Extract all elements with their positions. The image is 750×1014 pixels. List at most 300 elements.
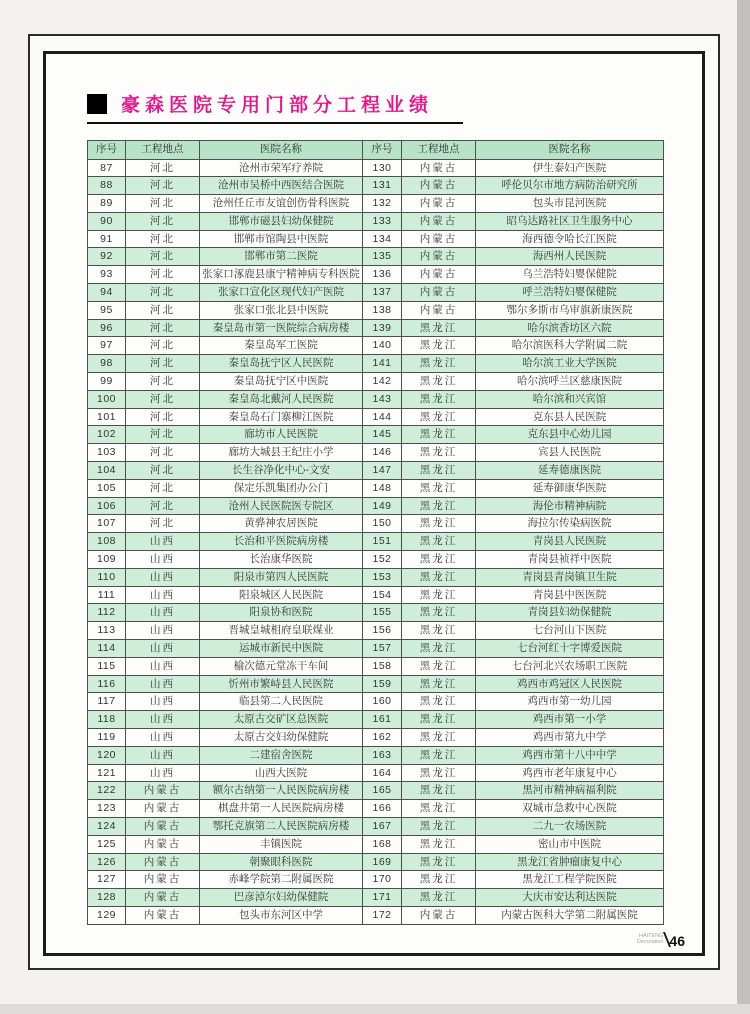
hospital-cell: 七台河红十字博爱医院 bbox=[476, 640, 664, 658]
table-row bbox=[88, 764, 664, 782]
hospital-cell: 青岗县人民医院 bbox=[476, 533, 664, 551]
location-cell: 黑龙江 bbox=[402, 657, 476, 675]
serial-cell: 121 bbox=[88, 764, 126, 782]
location-cell: 黑龙江 bbox=[402, 693, 476, 711]
location-cell: 河北 bbox=[126, 497, 200, 515]
hospital-cell: 秦皇岛市第一医院综合病房楼 bbox=[200, 319, 363, 337]
serial-cell: 135 bbox=[363, 248, 402, 266]
location-cell: 内蒙古 bbox=[126, 817, 200, 835]
serial-cell: 141 bbox=[363, 355, 402, 373]
location-cell: 内蒙古 bbox=[402, 284, 476, 302]
location-cell: 黑龙江 bbox=[402, 853, 476, 871]
serial-cell: 132 bbox=[363, 195, 402, 213]
table-row bbox=[88, 817, 664, 835]
table-row bbox=[88, 497, 664, 515]
location-cell: 黑龙江 bbox=[402, 746, 476, 764]
location-cell: 河北 bbox=[126, 337, 200, 355]
hospital-cell: 廊坊市人民医院 bbox=[200, 426, 363, 444]
hospital-cell: 额尔古纳第一人民医院病房楼 bbox=[200, 782, 363, 800]
table-row bbox=[88, 586, 664, 604]
serial-cell: 136 bbox=[363, 266, 402, 284]
location-cell: 黑龙江 bbox=[402, 515, 476, 533]
hospital-cell: 七台河北兴农场职工医院 bbox=[476, 657, 664, 675]
location-cell: 山西 bbox=[126, 640, 200, 658]
table-row bbox=[88, 195, 664, 213]
col-header-serial-right: 序号 bbox=[363, 141, 402, 160]
hospital-cell: 鄂尔多斯市乌审旗新康医院 bbox=[476, 301, 664, 319]
location-cell: 黑龙江 bbox=[402, 817, 476, 835]
location-cell: 山西 bbox=[126, 657, 200, 675]
location-cell: 河北 bbox=[126, 390, 200, 408]
serial-cell: 165 bbox=[363, 782, 402, 800]
table-row bbox=[88, 551, 664, 569]
location-cell: 黑龙江 bbox=[402, 640, 476, 658]
serial-cell: 151 bbox=[363, 533, 402, 551]
location-cell: 内蒙古 bbox=[402, 906, 476, 924]
hospital-cell: 临县第二人民医院 bbox=[200, 693, 363, 711]
table-header-row bbox=[88, 141, 664, 160]
table-row bbox=[88, 675, 664, 693]
location-cell: 河北 bbox=[126, 195, 200, 213]
hospital-cell: 阳泉市第四人民医院 bbox=[200, 568, 363, 586]
serial-cell: 154 bbox=[363, 586, 402, 604]
location-cell: 山西 bbox=[126, 586, 200, 604]
location-cell: 黑龙江 bbox=[402, 497, 476, 515]
location-cell: 内蒙古 bbox=[402, 230, 476, 248]
location-cell: 内蒙古 bbox=[402, 195, 476, 213]
hospital-cell: 包头市昆河医院 bbox=[476, 195, 664, 213]
serial-cell: 164 bbox=[363, 764, 402, 782]
serial-cell: 166 bbox=[363, 800, 402, 818]
location-cell: 内蒙古 bbox=[126, 889, 200, 907]
table-row bbox=[88, 906, 664, 924]
hospital-cell: 运城市新民中医院 bbox=[200, 640, 363, 658]
location-cell: 内蒙古 bbox=[402, 159, 476, 177]
hospital-cell: 朝聚眼科医院 bbox=[200, 853, 363, 871]
hospital-cell: 呼兰浩特妇婴保健院 bbox=[476, 284, 664, 302]
location-cell: 内蒙古 bbox=[402, 212, 476, 230]
location-cell: 黑龙江 bbox=[402, 782, 476, 800]
projects-table-body bbox=[88, 159, 664, 924]
serial-cell: 110 bbox=[88, 568, 126, 586]
hospital-cell: 廊坊大城县王纪庄小学 bbox=[200, 444, 363, 462]
scan-edge-bottom bbox=[0, 1004, 750, 1014]
hospital-cell: 内蒙古医科大学第二附属医院 bbox=[476, 906, 664, 924]
hospital-cell: 昭乌达路社区卫生服务中心 bbox=[476, 212, 664, 230]
serial-cell: 163 bbox=[363, 746, 402, 764]
location-cell: 黑龙江 bbox=[402, 622, 476, 640]
location-cell: 内蒙古 bbox=[402, 301, 476, 319]
location-cell: 河北 bbox=[126, 248, 200, 266]
location-cell: 河北 bbox=[126, 177, 200, 195]
location-cell: 山西 bbox=[126, 693, 200, 711]
serial-cell: 133 bbox=[363, 212, 402, 230]
serial-cell: 127 bbox=[88, 871, 126, 889]
location-cell: 黑龙江 bbox=[402, 390, 476, 408]
serial-cell: 115 bbox=[88, 657, 126, 675]
serial-cell: 130 bbox=[363, 159, 402, 177]
location-cell: 黑龙江 bbox=[402, 675, 476, 693]
location-cell: 黑龙江 bbox=[402, 729, 476, 747]
hospital-cell: 沧州市吴桥中西医结合医院 bbox=[200, 177, 363, 195]
serial-cell: 105 bbox=[88, 479, 126, 497]
location-cell: 内蒙古 bbox=[126, 871, 200, 889]
col-header-location-left: 工程地点 bbox=[126, 141, 200, 160]
table-row bbox=[88, 782, 664, 800]
location-cell: 黑龙江 bbox=[402, 586, 476, 604]
location-cell: 内蒙古 bbox=[402, 266, 476, 284]
table-row bbox=[88, 301, 664, 319]
location-cell: 河北 bbox=[126, 301, 200, 319]
brand-subtitle: Decoration bbox=[636, 939, 664, 945]
hospital-cell: 秦皇岛抚宁区中医院 bbox=[200, 373, 363, 391]
hospital-cell: 赤峰学院第二附属医院 bbox=[200, 871, 363, 889]
table-row bbox=[88, 408, 664, 426]
serial-cell: 157 bbox=[363, 640, 402, 658]
serial-cell: 139 bbox=[363, 319, 402, 337]
serial-cell: 106 bbox=[88, 497, 126, 515]
table-row bbox=[88, 640, 664, 658]
serial-cell: 153 bbox=[363, 568, 402, 586]
table-row bbox=[88, 871, 664, 889]
hospital-cell: 包头市东河区中学 bbox=[200, 906, 363, 924]
hospital-cell: 山西大医院 bbox=[200, 764, 363, 782]
hospital-cell: 双城市急救中心医院 bbox=[476, 800, 664, 818]
serial-cell: 103 bbox=[88, 444, 126, 462]
serial-cell: 170 bbox=[363, 871, 402, 889]
location-cell: 河北 bbox=[126, 515, 200, 533]
hospital-cell: 鸡西市鸡冠区人民医院 bbox=[476, 675, 664, 693]
hospital-cell: 榆次德元堂冻干车间 bbox=[200, 657, 363, 675]
hospital-cell: 乌兰浩特妇婴保健院 bbox=[476, 266, 664, 284]
location-cell: 黑龙江 bbox=[402, 373, 476, 391]
serial-cell: 146 bbox=[363, 444, 402, 462]
serial-cell: 149 bbox=[363, 497, 402, 515]
hospital-cell: 长治和平医院病房楼 bbox=[200, 533, 363, 551]
location-cell: 黑龙江 bbox=[402, 711, 476, 729]
hospital-cell: 黑龙江工程学院医院 bbox=[476, 871, 664, 889]
hospital-cell: 黑河市精神病福利院 bbox=[476, 782, 664, 800]
hospital-cell: 青岗县祯祥中医院 bbox=[476, 551, 664, 569]
table-row bbox=[88, 533, 664, 551]
hospital-cell: 邯郸市第二医院 bbox=[200, 248, 363, 266]
serial-cell: 161 bbox=[363, 711, 402, 729]
hospital-cell: 忻州市繁峙县人民医院 bbox=[200, 675, 363, 693]
serial-cell: 96 bbox=[88, 319, 126, 337]
serial-cell: 159 bbox=[363, 675, 402, 693]
hospital-cell: 克东县中心幼儿园 bbox=[476, 426, 664, 444]
location-cell: 河北 bbox=[126, 230, 200, 248]
table-row bbox=[88, 835, 664, 853]
location-cell: 内蒙古 bbox=[126, 906, 200, 924]
location-cell: 山西 bbox=[126, 729, 200, 747]
table-row bbox=[88, 355, 664, 373]
serial-cell: 172 bbox=[363, 906, 402, 924]
table-row bbox=[88, 390, 664, 408]
location-cell: 河北 bbox=[126, 462, 200, 480]
hospital-cell: 哈尔滨和兴宾馆 bbox=[476, 390, 664, 408]
hospital-cell: 哈尔滨工业大学医院 bbox=[476, 355, 664, 373]
hospital-cell: 长治康华医院 bbox=[200, 551, 363, 569]
hospital-cell: 秦皇岛抚宁区人民医院 bbox=[200, 355, 363, 373]
table-row bbox=[88, 622, 664, 640]
hospital-cell: 阳泉城区人民医院 bbox=[200, 586, 363, 604]
hospital-cell: 邯郸市馆陶县中医院 bbox=[200, 230, 363, 248]
hospital-cell: 鄂托克旗第二人民医院病房楼 bbox=[200, 817, 363, 835]
hospital-cell: 哈尔滨香坊区六院 bbox=[476, 319, 664, 337]
location-cell: 河北 bbox=[126, 444, 200, 462]
col-header-hospital-left: 医院名称 bbox=[200, 141, 363, 160]
hospital-cell: 鸡西市第九中学 bbox=[476, 729, 664, 747]
serial-cell: 119 bbox=[88, 729, 126, 747]
hospital-cell: 太原古交妇幼保健院 bbox=[200, 729, 363, 747]
hospital-cell: 晋城皇城相府皇联煤业 bbox=[200, 622, 363, 640]
table-row bbox=[88, 711, 664, 729]
location-cell: 山西 bbox=[126, 746, 200, 764]
serial-cell: 168 bbox=[363, 835, 402, 853]
location-cell: 河北 bbox=[126, 426, 200, 444]
table-row bbox=[88, 230, 664, 248]
hospital-cell: 秦皇岛北戴河人民医院 bbox=[200, 390, 363, 408]
location-cell: 山西 bbox=[126, 551, 200, 569]
location-cell: 河北 bbox=[126, 212, 200, 230]
hospital-cell: 保定乐凯集团办公门 bbox=[200, 479, 363, 497]
hospital-cell: 大庆市安达利达医院 bbox=[476, 889, 664, 907]
hospital-cell: 青岗县中医医院 bbox=[476, 586, 664, 604]
serial-cell: 87 bbox=[88, 159, 126, 177]
serial-cell: 94 bbox=[88, 284, 126, 302]
serial-cell: 160 bbox=[363, 693, 402, 711]
location-cell: 黑龙江 bbox=[402, 355, 476, 373]
section-title bbox=[87, 90, 463, 124]
serial-cell: 152 bbox=[363, 551, 402, 569]
projects-table bbox=[87, 140, 664, 925]
serial-cell: 131 bbox=[363, 177, 402, 195]
table-row bbox=[88, 284, 664, 302]
hospital-cell: 沧州人民医院医专院区 bbox=[200, 497, 363, 515]
serial-cell: 100 bbox=[88, 390, 126, 408]
hospital-cell: 秦皇岛石门寨柳江医院 bbox=[200, 408, 363, 426]
hospital-cell: 延寿德康医院 bbox=[476, 462, 664, 480]
serial-cell: 144 bbox=[363, 408, 402, 426]
hospital-cell: 阳泉协和医院 bbox=[200, 604, 363, 622]
hospital-cell: 宾县人民医院 bbox=[476, 444, 664, 462]
location-cell: 内蒙古 bbox=[126, 782, 200, 800]
serial-cell: 122 bbox=[88, 782, 126, 800]
hospital-cell: 青岗县青岗镇卫生院 bbox=[476, 568, 664, 586]
table-row bbox=[88, 373, 664, 391]
serial-cell: 102 bbox=[88, 426, 126, 444]
table-row bbox=[88, 444, 664, 462]
serial-cell: 162 bbox=[363, 729, 402, 747]
location-cell: 黑龙江 bbox=[402, 604, 476, 622]
serial-cell: 158 bbox=[363, 657, 402, 675]
serial-cell: 150 bbox=[363, 515, 402, 533]
location-cell: 山西 bbox=[126, 711, 200, 729]
hospital-cell: 鸡西市老年康复中心 bbox=[476, 764, 664, 782]
table-row bbox=[88, 177, 664, 195]
table-row bbox=[88, 462, 664, 480]
hospital-cell: 海伦市精神病院 bbox=[476, 497, 664, 515]
location-cell: 黑龙江 bbox=[402, 337, 476, 355]
serial-cell: 90 bbox=[88, 212, 126, 230]
location-cell: 黑龙江 bbox=[402, 319, 476, 337]
hospital-cell: 海西州人民医院 bbox=[476, 248, 664, 266]
col-header-hospital-right: 医院名称 bbox=[476, 141, 664, 160]
hospital-cell: 密山市中医院 bbox=[476, 835, 664, 853]
location-cell: 山西 bbox=[126, 568, 200, 586]
location-cell: 内蒙古 bbox=[126, 800, 200, 818]
serial-cell: 156 bbox=[363, 622, 402, 640]
page-number: 46 bbox=[669, 933, 685, 949]
location-cell: 黑龙江 bbox=[402, 568, 476, 586]
location-cell: 山西 bbox=[126, 622, 200, 640]
table-row bbox=[88, 746, 664, 764]
serial-cell: 89 bbox=[88, 195, 126, 213]
serial-cell: 171 bbox=[363, 889, 402, 907]
serial-cell: 123 bbox=[88, 800, 126, 818]
hospital-cell: 青岗县妇幼保健院 bbox=[476, 604, 664, 622]
serial-cell: 93 bbox=[88, 266, 126, 284]
serial-cell: 138 bbox=[363, 301, 402, 319]
location-cell: 黑龙江 bbox=[402, 444, 476, 462]
inner-border-frame bbox=[43, 51, 705, 956]
serial-cell: 147 bbox=[363, 462, 402, 480]
serial-cell: 111 bbox=[88, 586, 126, 604]
serial-cell: 101 bbox=[88, 408, 126, 426]
hospital-cell: 鸡西市第一小学 bbox=[476, 711, 664, 729]
serial-cell: 118 bbox=[88, 711, 126, 729]
hospital-cell: 秦皇岛军工医院 bbox=[200, 337, 363, 355]
serial-cell: 137 bbox=[363, 284, 402, 302]
outer-border-frame bbox=[28, 34, 720, 970]
hospital-cell: 沧州任丘市友谊创伤骨科医院 bbox=[200, 195, 363, 213]
location-cell: 内蒙古 bbox=[402, 248, 476, 266]
table-row bbox=[88, 729, 664, 747]
hospital-cell: 呼伦贝尔市地方病防治研究所 bbox=[476, 177, 664, 195]
serial-cell: 128 bbox=[88, 889, 126, 907]
serial-cell: 99 bbox=[88, 373, 126, 391]
table-row bbox=[88, 889, 664, 907]
table-row bbox=[88, 319, 664, 337]
bullet-square-icon bbox=[87, 94, 107, 114]
serial-cell: 114 bbox=[88, 640, 126, 658]
hospital-cell: 张家口宣化区现代妇产医院 bbox=[200, 284, 363, 302]
serial-cell: 124 bbox=[88, 817, 126, 835]
location-cell: 黑龙江 bbox=[402, 551, 476, 569]
serial-cell: 113 bbox=[88, 622, 126, 640]
serial-cell: 142 bbox=[363, 373, 402, 391]
hospital-cell: 太原古交矿区总医院 bbox=[200, 711, 363, 729]
location-cell: 山西 bbox=[126, 764, 200, 782]
location-cell: 河北 bbox=[126, 284, 200, 302]
location-cell: 内蒙古 bbox=[402, 177, 476, 195]
col-header-location-right: 工程地点 bbox=[402, 141, 476, 160]
hospital-cell: 张家口涿鹿县康宁精神病专科医院 bbox=[200, 266, 363, 284]
location-cell: 黑龙江 bbox=[402, 408, 476, 426]
table-row bbox=[88, 515, 664, 533]
serial-cell: 88 bbox=[88, 177, 126, 195]
hospital-cell: 延寿御康华医院 bbox=[476, 479, 664, 497]
serial-cell: 104 bbox=[88, 462, 126, 480]
hospital-cell: 伊生泰妇产医院 bbox=[476, 159, 664, 177]
location-cell: 河北 bbox=[126, 479, 200, 497]
hospital-cell: 长生谷净化中心-文安 bbox=[200, 462, 363, 480]
serial-cell: 98 bbox=[88, 355, 126, 373]
brand-name: HAITENG bbox=[638, 933, 664, 939]
hospital-cell: 黑龙江省肿瘤康复中心 bbox=[476, 853, 664, 871]
location-cell: 山西 bbox=[126, 533, 200, 551]
location-cell: 河北 bbox=[126, 159, 200, 177]
hospital-cell: 棋盘井第一人民医院病房楼 bbox=[200, 800, 363, 818]
col-header-serial-left: 序号 bbox=[88, 141, 126, 160]
hospital-cell: 丰镇医院 bbox=[200, 835, 363, 853]
table-row bbox=[88, 853, 664, 871]
serial-cell: 126 bbox=[88, 853, 126, 871]
location-cell: 黑龙江 bbox=[402, 533, 476, 551]
location-cell: 山西 bbox=[126, 604, 200, 622]
location-cell: 内蒙古 bbox=[126, 835, 200, 853]
location-cell: 河北 bbox=[126, 373, 200, 391]
hospital-cell: 七台河山下医院 bbox=[476, 622, 664, 640]
page-footer bbox=[637, 932, 685, 948]
location-cell: 河北 bbox=[126, 319, 200, 337]
location-cell: 黑龙江 bbox=[402, 479, 476, 497]
table-row bbox=[88, 337, 664, 355]
location-cell: 黑龙江 bbox=[402, 764, 476, 782]
serial-cell: 112 bbox=[88, 604, 126, 622]
table-row bbox=[88, 568, 664, 586]
serial-cell: 155 bbox=[363, 604, 402, 622]
serial-cell: 148 bbox=[363, 479, 402, 497]
location-cell: 河北 bbox=[126, 266, 200, 284]
serial-cell: 91 bbox=[88, 230, 126, 248]
serial-cell: 167 bbox=[363, 817, 402, 835]
table-row bbox=[88, 159, 664, 177]
serial-cell: 97 bbox=[88, 337, 126, 355]
hospital-cell: 海拉尔传染病医院 bbox=[476, 515, 664, 533]
serial-cell: 95 bbox=[88, 301, 126, 319]
serial-cell: 117 bbox=[88, 693, 126, 711]
serial-cell: 145 bbox=[363, 426, 402, 444]
hospital-cell: 鸡西市第一幼儿园 bbox=[476, 693, 664, 711]
location-cell: 河北 bbox=[126, 408, 200, 426]
serial-cell: 143 bbox=[363, 390, 402, 408]
hospital-cell: 海西德令哈长江医院 bbox=[476, 230, 664, 248]
hospital-cell: 哈尔滨呼兰区慈康医院 bbox=[476, 373, 664, 391]
table-row bbox=[88, 604, 664, 622]
scan-edge-right bbox=[737, 0, 750, 1014]
table-row bbox=[88, 248, 664, 266]
location-cell: 黑龙江 bbox=[402, 426, 476, 444]
hospital-cell: 鸡西市第十八中中学 bbox=[476, 746, 664, 764]
location-cell: 河北 bbox=[126, 355, 200, 373]
location-cell: 黑龙江 bbox=[402, 835, 476, 853]
location-cell: 黑龙江 bbox=[402, 800, 476, 818]
hospital-cell: 邯郸市磁县妇幼保健院 bbox=[200, 212, 363, 230]
hospital-cell: 克东县人民医院 bbox=[476, 408, 664, 426]
serial-cell: 120 bbox=[88, 746, 126, 764]
serial-cell: 92 bbox=[88, 248, 126, 266]
brand-logo bbox=[637, 933, 664, 945]
serial-cell: 108 bbox=[88, 533, 126, 551]
location-cell: 黑龙江 bbox=[402, 462, 476, 480]
location-cell: 内蒙古 bbox=[126, 853, 200, 871]
table-row bbox=[88, 657, 664, 675]
table-row bbox=[88, 800, 664, 818]
serial-cell: 107 bbox=[88, 515, 126, 533]
table-row bbox=[88, 479, 664, 497]
